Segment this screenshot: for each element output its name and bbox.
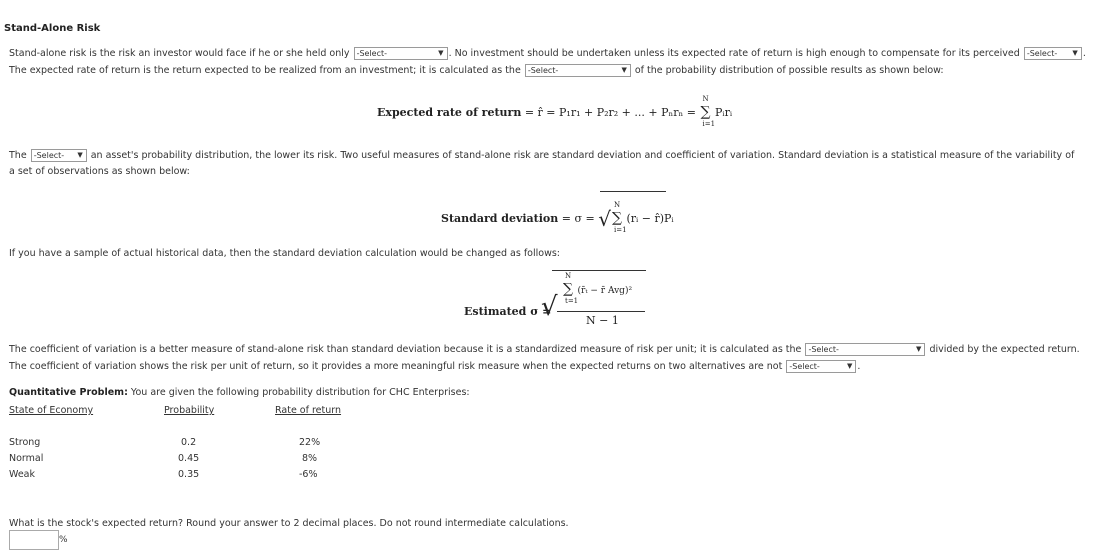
paragraph-3 — [9, 148, 1074, 163]
row-state: Strong — [9, 437, 41, 448]
std-dev-formula — [441, 201, 674, 234]
select-value: -Select- — [356, 49, 388, 58]
row-probability: 0.45 — [178, 453, 200, 464]
select-value: -Select- — [1026, 49, 1058, 58]
percent-unit: % — [59, 535, 68, 545]
summation-icon: ∑ N i=1 — [700, 95, 716, 128]
sum-lower: i=1 — [702, 120, 716, 128]
formula3-numerator — [562, 272, 633, 305]
row-probability: 0.35 — [178, 469, 200, 480]
distribution-select[interactable] — [31, 149, 87, 162]
expected-return-formula — [377, 95, 733, 128]
dropdown-arrow-icon: ▼ — [77, 151, 83, 159]
p1-text-a: Stand-alone risk is the risk an investor would face if he or she held only — [9, 48, 350, 59]
formula1-expr: = r̂ = P₁r₁ + P₂r₂ + ... + Pₙrₙ = — [524, 106, 696, 119]
formula1-label: Expected rate of return — [377, 106, 522, 119]
sum-lower: i=1 — [613, 226, 627, 234]
p6-text-a: The coefficient of variation shows the risk per unit of return, so it provides a more meaningful risk measure when the expected returns on two alternatives are not — [9, 361, 783, 372]
calculated-as-select[interactable] — [525, 64, 631, 77]
sum-lower: t=1 — [565, 297, 579, 305]
cv-numerator-select[interactable] — [805, 343, 925, 356]
select-value: -Select- — [789, 362, 820, 371]
perceived-select[interactable] — [1024, 47, 1082, 60]
sqrt-icon: √ — [598, 207, 611, 231]
qp-text: You are given the following probability distribution for CHC Enterprises: — [130, 387, 470, 398]
sqrt-bar — [600, 191, 666, 192]
row-state: Normal — [9, 453, 44, 464]
row-rate: 22% — [299, 437, 321, 448]
quantitative-problem — [9, 385, 470, 400]
dropdown-arrow-icon: ▼ — [438, 49, 444, 57]
p3-text-b: an asset's probability distribution, the lower its risk. Two useful measures of stand-alone risk are standard deviation and coefficient of variation. Standard deviation is a statistical measure of the variability of — [90, 150, 1075, 161]
row-rate: -6% — [299, 469, 318, 480]
formula2-label: Standard deviation — [441, 212, 559, 225]
select-value: -Select- — [808, 345, 839, 354]
paragraph-4: If you have a sample of actual historical data, then the standard deviation calculation would be changed as follows: — [9, 248, 560, 259]
row-probability: 0.2 — [181, 437, 197, 448]
formula2-eq: = σ = — [561, 212, 595, 225]
expected-return-input[interactable] — [9, 530, 59, 550]
sqrt-icon: √ — [541, 292, 558, 322]
p2-text-b: of the probability distribution of possible results as shown below: — [634, 65, 944, 76]
dropdown-arrow-icon: ▼ — [916, 345, 922, 353]
p3-text-c: a set of observations as shown below: — [9, 166, 190, 177]
sum-upper: N — [613, 201, 621, 209]
p5-text-a: The coefficient of variation is a better measure of stand-alone risk than standard deviation because it is a standardized measure of risk per unit; it is calculated as the — [9, 344, 802, 355]
sum-upper: N — [702, 95, 709, 103]
row-state: Weak — [9, 469, 36, 480]
dropdown-arrow-icon: ▼ — [1072, 49, 1078, 57]
alternatives-select[interactable] — [786, 360, 856, 373]
fraction-bar — [557, 311, 645, 312]
select-value: -Select- — [527, 66, 559, 75]
header-rate: Rate of return — [275, 405, 342, 416]
numerator-text: (r̄ₜ − r̄ Avg)² — [577, 286, 633, 296]
page-title: Stand-Alone Risk — [4, 23, 101, 34]
formula3-denominator: N − 1 — [586, 314, 619, 327]
summation-icon: ∑ N i=1 — [611, 201, 627, 234]
formula3-label: Estimated σ = — [464, 305, 552, 318]
paragraph-2 — [9, 63, 944, 78]
held-only-select[interactable] — [354, 47, 448, 60]
p1-text-c: . — [1082, 48, 1086, 59]
qp-label: Quantitative Problem: — [9, 387, 128, 398]
row-rate: 8% — [302, 453, 318, 464]
header-state: State of Economy — [9, 405, 94, 416]
p5-text-b: divided by the expected return. — [929, 344, 1080, 355]
formula1-tail: Pᵢrᵢ — [714, 106, 733, 119]
p6-text-b: . — [857, 361, 861, 372]
dropdown-arrow-icon: ▼ — [846, 362, 853, 370]
sum-upper: N — [565, 272, 572, 280]
header-probability: Probability — [164, 405, 215, 416]
p1-text-b: . No investment should be undertaken unless its expected rate of return is high enough to compensate for its perceived — [448, 48, 1020, 59]
dropdown-arrow-icon: ▼ — [621, 66, 627, 74]
paragraph-1 — [9, 46, 1086, 61]
formula2-body: (rᵢ − r̂)Pᵢ — [626, 212, 674, 225]
question-text: What is the stock's expected return? Round your answer to 2 decimal places. Do not round intermediate calculations. — [9, 518, 569, 529]
paragraph-6 — [9, 359, 860, 374]
estimated-sigma-label — [464, 305, 551, 318]
p2-text-a: The expected rate of return is the return expected to be realized from an investment; it is calculated as the — [9, 65, 521, 76]
summation-icon: ∑ N t=1 — [563, 272, 579, 305]
select-value: -Select- — [33, 151, 65, 160]
paragraph-5 — [9, 342, 1080, 357]
p3-text-a: The — [9, 150, 27, 161]
sqrt-bar — [552, 270, 646, 271]
